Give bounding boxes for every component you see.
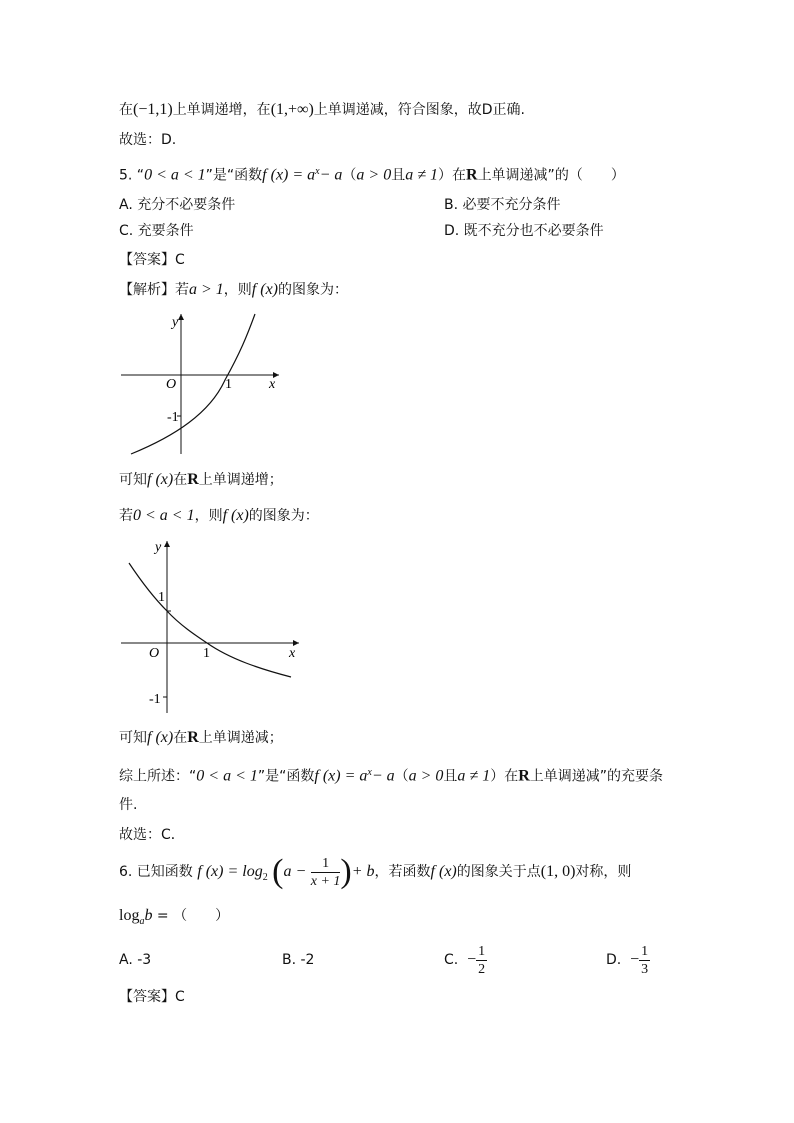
choose-d: 故选：D. bbox=[119, 132, 177, 148]
paren: ）在 bbox=[490, 768, 519, 785]
tick-1: 1 bbox=[225, 377, 232, 392]
frac-num: 1 bbox=[311, 855, 341, 873]
interval: (−1,1) bbox=[133, 101, 173, 118]
frac-num: 1 bbox=[478, 943, 486, 959]
real-set: R bbox=[466, 166, 478, 184]
tick-y-1: 1 bbox=[158, 590, 165, 605]
text: 对称，则 bbox=[575, 864, 632, 880]
function-rest: − a bbox=[319, 166, 343, 184]
condition: a ≠ 1 bbox=[405, 166, 438, 184]
question-5 bbox=[119, 162, 625, 186]
option-d: D. 既不充分也不必要条件 bbox=[444, 223, 604, 239]
text: 上单调递增，在 bbox=[172, 102, 271, 118]
var-b: b bbox=[144, 907, 153, 924]
condition: 0 < a < 1 bbox=[196, 767, 258, 785]
frac-den: 3 bbox=[641, 961, 649, 977]
summary bbox=[119, 763, 663, 787]
text: 综上所述：“ bbox=[119, 768, 197, 785]
text: 上单调递减”的充要条 bbox=[529, 768, 664, 785]
text-line-monotonic bbox=[119, 100, 525, 120]
point: (1, 0) bbox=[540, 863, 576, 880]
expr: a − bbox=[283, 863, 307, 880]
fraction bbox=[639, 943, 650, 978]
x-label: x bbox=[289, 646, 296, 661]
exp-curve bbox=[131, 314, 255, 454]
minus-sign: − bbox=[630, 951, 640, 968]
text: ，则 bbox=[223, 282, 252, 298]
choose-c: 故选：C． bbox=[119, 827, 185, 843]
text: 若 bbox=[119, 508, 133, 524]
tick-x-1: 1 bbox=[203, 646, 210, 661]
function: f (x) = a bbox=[262, 166, 316, 184]
fraction bbox=[311, 855, 341, 890]
tick-neg1: -1 bbox=[167, 410, 179, 425]
function: f (x) bbox=[147, 729, 174, 746]
function: f (x) bbox=[251, 281, 278, 298]
text: 可知 bbox=[119, 472, 147, 488]
option-label: D. bbox=[606, 952, 622, 968]
text: 若 bbox=[175, 282, 189, 298]
exponent: x bbox=[367, 767, 372, 778]
option6-b: B. -2 bbox=[282, 952, 315, 968]
option-b: B. 必要不充分条件 bbox=[444, 197, 561, 213]
paren: （ bbox=[342, 167, 357, 184]
q-number: 5. “ bbox=[119, 167, 145, 184]
y-label: y bbox=[172, 315, 179, 330]
function-rest: − a bbox=[371, 767, 395, 785]
condition: a ≠ 1 bbox=[457, 767, 491, 785]
exponent: x bbox=[315, 166, 320, 177]
frac-den: 2 bbox=[478, 961, 486, 977]
log: log bbox=[119, 907, 140, 924]
x-label: x bbox=[269, 377, 276, 392]
condition: 0 < a < 1 bbox=[133, 507, 195, 524]
tick-neg1: -1 bbox=[149, 692, 161, 707]
real-set: R bbox=[187, 729, 199, 746]
expr: + b bbox=[351, 863, 375, 880]
text: 的图象为： bbox=[278, 282, 348, 298]
paren-close: ) bbox=[340, 853, 352, 890]
increasing-conclusion bbox=[119, 470, 283, 490]
text: ，若函数 bbox=[374, 864, 431, 880]
real-set: R bbox=[518, 767, 530, 785]
text: 在 bbox=[119, 102, 133, 118]
question-6-cont bbox=[119, 906, 229, 932]
answer-6: 【答案】C bbox=[119, 989, 185, 1005]
origin-label: O bbox=[166, 377, 177, 392]
text: 的图象关于点 bbox=[456, 864, 541, 880]
option6-c bbox=[444, 938, 487, 982]
text: ，则 bbox=[194, 508, 223, 524]
option-a: A. 充分不必要条件 bbox=[119, 197, 236, 213]
text: 在 bbox=[173, 730, 188, 746]
fraction bbox=[476, 943, 487, 978]
log-base: 2 bbox=[262, 871, 268, 883]
function: f (x) bbox=[430, 863, 457, 880]
analysis-line-1 bbox=[119, 280, 348, 300]
text: ”是“函数 bbox=[257, 768, 315, 785]
text: 可知 bbox=[119, 730, 147, 746]
analysis-tag: 【解析】 bbox=[119, 282, 175, 298]
function: f (x) bbox=[147, 471, 174, 488]
frac-den: x + 1 bbox=[310, 873, 341, 889]
real-set: R bbox=[187, 471, 199, 488]
condition: a > 0 bbox=[356, 166, 392, 184]
y-label: y bbox=[155, 540, 162, 555]
minus-sign: − bbox=[467, 951, 477, 968]
function: f (x) bbox=[222, 507, 249, 524]
log-base: a bbox=[139, 915, 145, 927]
interval: (1,+∞) bbox=[270, 101, 314, 118]
function: f (x) = a bbox=[314, 767, 368, 785]
condition: a > 1 bbox=[189, 281, 224, 298]
text: ”是“函数 bbox=[205, 167, 263, 184]
option-label: C. bbox=[444, 952, 459, 968]
summary-cont: 件. bbox=[119, 797, 138, 813]
text: = （ ） bbox=[152, 908, 230, 924]
option6-a: A. -3 bbox=[119, 952, 152, 968]
paren-open: ( bbox=[272, 853, 284, 890]
condition: 0 < a < 1 bbox=[144, 166, 206, 184]
question-6 bbox=[119, 852, 631, 898]
graph-decreasing bbox=[115, 535, 305, 715]
graph-increasing bbox=[115, 308, 285, 460]
function: f (x) = log bbox=[197, 863, 263, 880]
text: 在 bbox=[173, 472, 188, 488]
q-number: 6. 已知函数 bbox=[119, 864, 193, 880]
condition: a > 0 bbox=[408, 767, 444, 785]
answer-5: 【答案】C bbox=[119, 252, 185, 268]
option-c: C. 充要条件 bbox=[119, 223, 194, 239]
text: 上单调递减； bbox=[198, 730, 283, 746]
text: 且 bbox=[443, 768, 458, 785]
text: 的图象为： bbox=[248, 508, 319, 524]
decreasing-conclusion bbox=[119, 728, 283, 748]
text: 上单调递减，符合图象，故D正确. bbox=[313, 102, 526, 118]
paren: ）在 bbox=[438, 167, 466, 184]
analysis-line-2 bbox=[119, 506, 319, 526]
origin-label: O bbox=[149, 646, 160, 661]
option6-d bbox=[606, 938, 650, 982]
text: 上单调递增； bbox=[198, 472, 283, 488]
paren: （ bbox=[394, 768, 409, 785]
text: 且 bbox=[391, 167, 406, 184]
text: 上单调递减”的（ ） bbox=[477, 167, 625, 184]
frac-num: 1 bbox=[641, 943, 649, 959]
